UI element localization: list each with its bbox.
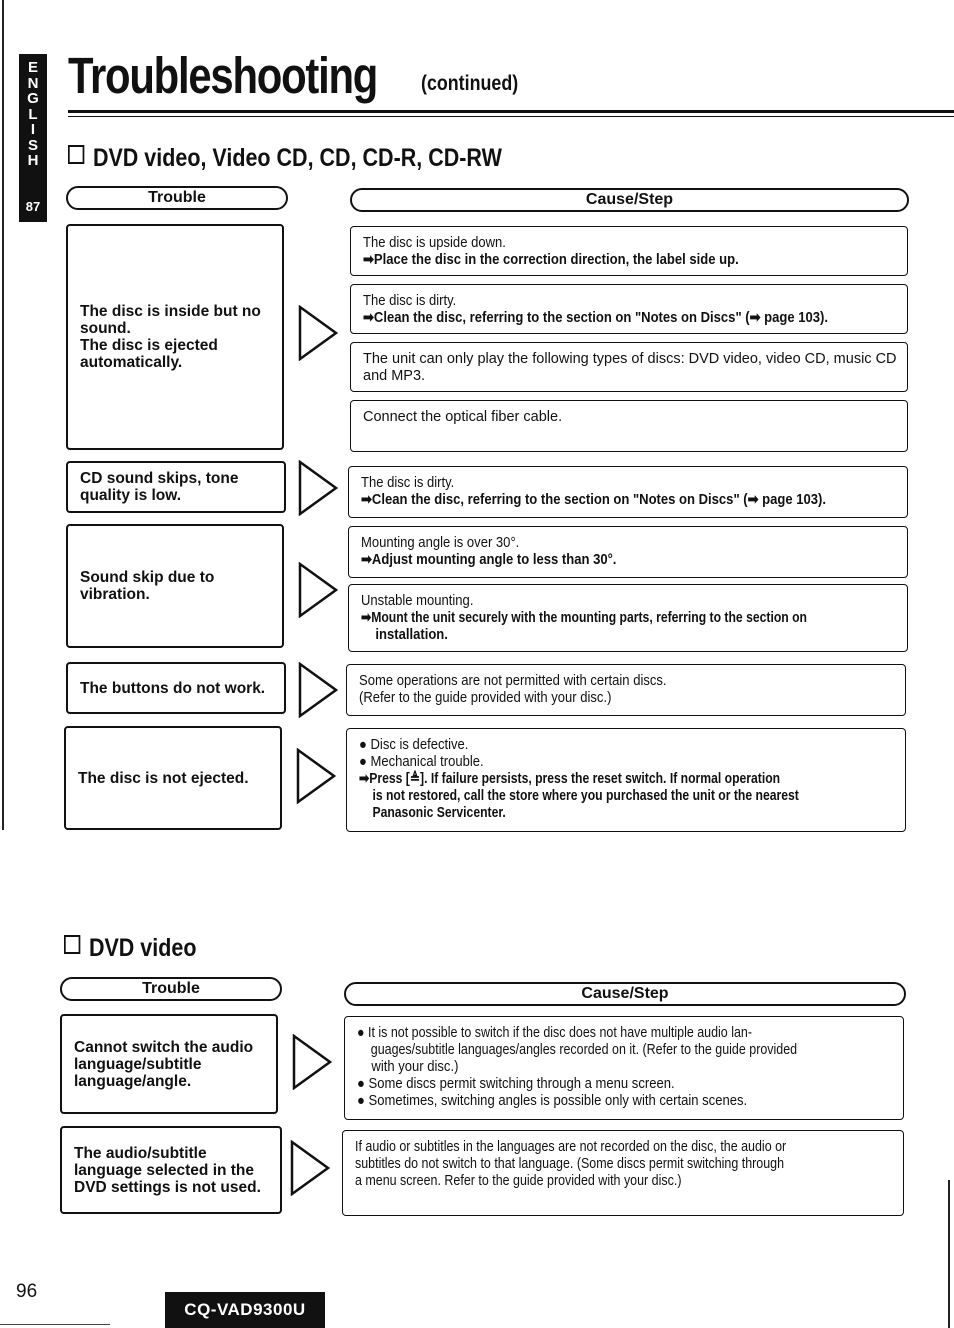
arrow-right-icon (292, 1034, 332, 1090)
cause-step: ➡Clean the disc, referring to the section on "Notes on Discs" (➡ page 103). (363, 310, 828, 326)
cause-text-cont: subtitles do not switch to that language. (Some discs permit switching through (355, 1156, 785, 1172)
page-subtitle: (continued) (421, 72, 519, 95)
cause-step-cont: installation. (375, 627, 448, 643)
model-badge: CQ-VAD9300U (165, 1292, 325, 1328)
checkbox-icon (68, 145, 84, 164)
trouble-item: Sound skip due to vibration. (66, 524, 284, 648)
arrow-right-icon (296, 748, 336, 804)
page-title: Troubleshooting (68, 47, 378, 104)
right-margin-rule (948, 1180, 950, 1328)
cause-item (348, 526, 908, 578)
trouble-item: Cannot switch the audio language/subtitle language/angle. (60, 1014, 278, 1114)
cause-item (348, 584, 908, 652)
cause-text: If audio or subtitles in the languages are not recorded on the disc, the audio or (355, 1139, 787, 1155)
section-heading-dvd-video (64, 934, 196, 963)
cause-bullet: ● Some discs permit switching through a menu screen. (357, 1076, 675, 1092)
section-heading-dvd-cd (68, 144, 502, 173)
cause-item (342, 1130, 904, 1216)
language-tab (19, 54, 47, 222)
cause-text: Connect the optical fiber cable. (363, 409, 563, 425)
trouble-header: Trouble (66, 186, 288, 210)
title-rule (68, 110, 954, 113)
cause-step: ➡Mount the unit securely with the mounting parts, referring to the section on (361, 610, 808, 626)
cause-bullet: ● Mechanical trouble. (359, 754, 484, 770)
cause-text: The disc is dirty. (363, 293, 457, 309)
cause-step-cont: is not restored, call the store where you purchased the unit or the nearest (372, 788, 799, 804)
cause-item (350, 400, 908, 452)
cause-item (350, 226, 908, 276)
cause-step: ➡Clean the disc, referring to the section on "Notes on Discs" (➡ page 103). (361, 492, 826, 508)
cause-bullet-cont: with your disc.) (371, 1059, 459, 1075)
title-rule-thin (68, 116, 954, 117)
language-tab-page-ref: 87 (25, 199, 41, 214)
section-heading-text: DVD video (88, 934, 197, 962)
footer-rule (0, 1324, 110, 1325)
cause-item (346, 664, 906, 716)
cause-step-header: Cause/Step (350, 188, 909, 212)
cause-text-cont: (Refer to the guide provided with your disc.) (359, 690, 612, 706)
cause-step-header: Cause/Step (344, 982, 906, 1006)
cause-bullet: ● It is not possible to switch if the disc does not have multiple audio lan- (357, 1025, 753, 1041)
section-heading-text: DVD video, Video CD, CD, CD-R, CD-RW (92, 144, 502, 172)
cause-item (346, 728, 906, 832)
checkbox-icon (64, 935, 80, 954)
cause-text: The unit can only play the following types of discs: DVD video, video CD, music CD and MP3. (363, 351, 897, 384)
cause-step: ➡Press [≜]. If failure persists, press the reset switch. If normal operation (359, 771, 781, 787)
trouble-item: The disc is not ejected. (64, 726, 282, 830)
cause-step-cont: Panasonic Servicenter. (372, 805, 506, 821)
arrow-right-icon (298, 662, 338, 718)
trouble-item: CD sound skips, tone quality is low. (66, 461, 286, 513)
arrow-right-icon (298, 562, 338, 618)
trouble-item: The audio/subtitle language selected in the DVD settings is not used. (60, 1126, 282, 1214)
cause-step: ➡Place the disc in the correction direction, the label side up. (363, 252, 739, 268)
cause-text: Unstable mounting. (361, 593, 474, 609)
cause-item (344, 1016, 904, 1120)
cause-bullet: ● Disc is defective. (359, 737, 469, 753)
cause-bullet-cont: guages/subtitle languages/angles recorded on it. (Refer to the guide provided (370, 1042, 798, 1058)
trouble-item: The disc is inside but no sound. The disc is ejected automatically. (66, 224, 284, 450)
cause-item (350, 284, 908, 334)
trouble-item: The buttons do not work. (66, 662, 286, 714)
cause-bullet: ● Sometimes, switching angles is possible only with certain scenes. (357, 1093, 748, 1109)
arrow-right-icon (298, 305, 338, 361)
left-margin-rule (2, 0, 4, 830)
page-number: 96 (16, 1281, 38, 1302)
cause-item (348, 466, 908, 518)
trouble-header: Trouble (60, 977, 282, 1001)
arrow-right-icon (290, 1140, 330, 1196)
cause-text: Some operations are not permitted with certain discs. (359, 673, 667, 689)
language-tab-letters: E N G L I S H (27, 59, 39, 169)
arrow-right-icon (298, 460, 338, 516)
cause-text: Mounting angle is over 30°. (361, 535, 520, 551)
cause-text-cont: a menu screen. Refer to the guide provided with your disc.) (355, 1173, 682, 1189)
cause-step: ➡Adjust mounting angle to less than 30°. (361, 552, 617, 568)
cause-text: The disc is dirty. (361, 475, 455, 491)
cause-text: The disc is upside down. (363, 235, 506, 251)
cause-item (350, 342, 908, 392)
